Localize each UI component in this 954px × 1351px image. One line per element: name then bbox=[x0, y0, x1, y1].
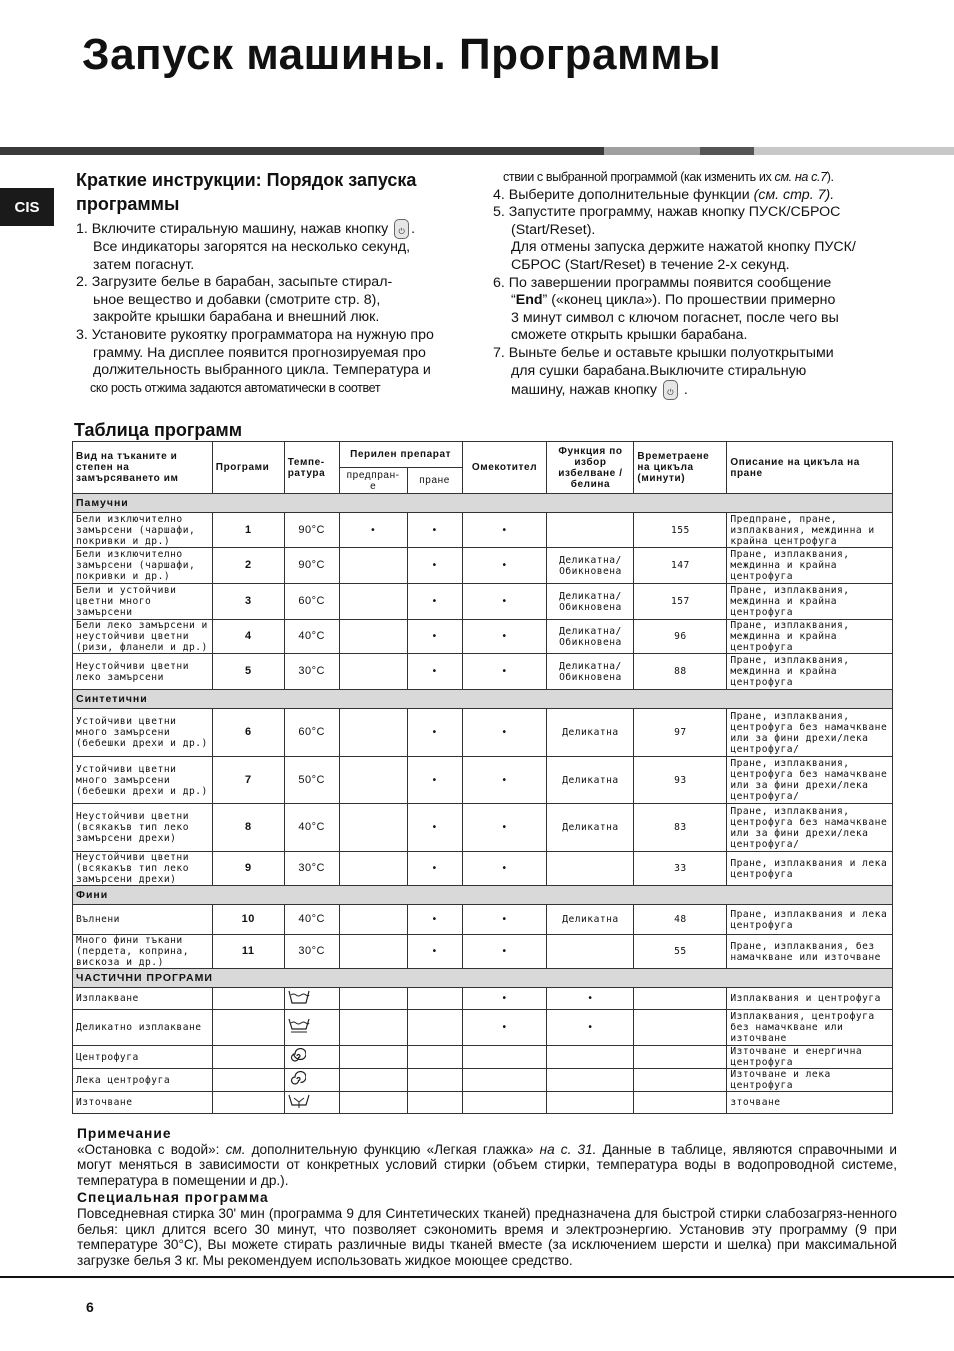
temp-cell: 90°C bbox=[284, 513, 339, 548]
note-part: см. bbox=[225, 1141, 246, 1157]
fabric-cell: Много фини тъкани (пердета, коприна, вискоза и др.) bbox=[73, 935, 213, 969]
symbol-cell bbox=[284, 988, 339, 1010]
fabric-cell: Изплакване bbox=[73, 988, 213, 1010]
softener-cell bbox=[462, 1046, 547, 1069]
table-row bbox=[73, 852, 893, 886]
softener-cell: • bbox=[462, 584, 547, 620]
function-cell bbox=[547, 852, 634, 886]
duration-cell bbox=[634, 1092, 727, 1114]
table-row bbox=[73, 905, 893, 935]
softener-cell: • bbox=[462, 757, 547, 804]
program-cell: 6 bbox=[212, 709, 284, 757]
duration-cell: 97 bbox=[634, 709, 727, 757]
delicate-rinse-icon bbox=[288, 1018, 310, 1037]
wash-cell bbox=[407, 1069, 462, 1092]
step-ref: см. на с.7 bbox=[774, 170, 827, 184]
duration-cell: 147 bbox=[634, 548, 727, 584]
section-label: Фини bbox=[73, 886, 893, 905]
symbol-cell bbox=[284, 1010, 339, 1046]
program-cell: 7 bbox=[212, 757, 284, 804]
function-cell: Деликатна bbox=[547, 709, 634, 757]
page-title: Запуск машины. Программы bbox=[82, 30, 722, 79]
section-row bbox=[73, 494, 893, 513]
temp-cell: 30°C bbox=[284, 935, 339, 969]
program-cell bbox=[212, 1092, 284, 1114]
description-cell: Изплаквания и центрофуга bbox=[727, 988, 893, 1010]
softener-cell bbox=[462, 1069, 547, 1092]
duration-cell: 55 bbox=[634, 935, 727, 969]
table-row bbox=[73, 709, 893, 757]
temp-cell: 30°C bbox=[284, 654, 339, 690]
step-text: Все индикаторы загорятся на несколько секунд, bbox=[93, 239, 411, 255]
header-bar-dark2 bbox=[700, 147, 754, 155]
header-temp: Темпе- ратура bbox=[284, 442, 339, 494]
softener-cell: • bbox=[462, 654, 547, 690]
function-cell: • bbox=[547, 1010, 634, 1046]
description-cell: Пране, изплаквания, междинна и крайна центрофуга bbox=[727, 654, 893, 690]
step-text: ствии с выбранной программой (как изменить их bbox=[503, 170, 772, 184]
softener-cell: • bbox=[462, 513, 547, 548]
header-fabric: Вид на тъканите и степен на замърсяването им bbox=[73, 442, 213, 494]
step-text: 2. Загрузите белье в барабан, засыпьте стирал- bbox=[76, 274, 393, 291]
table-row bbox=[73, 620, 893, 654]
softener-cell: • bbox=[462, 935, 547, 969]
duration-cell: 93 bbox=[634, 757, 727, 804]
header-function: Функция по избор избелване /белина bbox=[547, 442, 634, 494]
table-row bbox=[73, 1069, 893, 1092]
program-table bbox=[72, 441, 893, 1114]
function-cell: • bbox=[547, 988, 634, 1010]
header-duration: Времетраене на цикъла (минути) bbox=[634, 442, 727, 494]
prewash-cell bbox=[339, 1046, 407, 1069]
function-cell bbox=[547, 1046, 634, 1069]
wash-cell bbox=[407, 1092, 462, 1114]
temp-cell: 50°C bbox=[284, 757, 339, 804]
end-label: End bbox=[515, 292, 543, 309]
note-heading: Примечание bbox=[77, 1126, 172, 1141]
wash-cell: • bbox=[407, 513, 462, 548]
program-cell: 2 bbox=[212, 548, 284, 584]
symbol-cell bbox=[284, 1046, 339, 1069]
spin-icon bbox=[288, 1048, 306, 1067]
description-cell: зточване bbox=[727, 1092, 893, 1114]
step-text: ” («конец цикла»). По прошествии примерно bbox=[542, 292, 836, 309]
section-row bbox=[73, 886, 893, 905]
function-cell: Деликатна bbox=[547, 905, 634, 935]
prewash-cell bbox=[339, 620, 407, 654]
prewash-cell bbox=[339, 548, 407, 584]
step-text: Для отмены запуска держите нажатой кнопку ПУСК/ bbox=[511, 239, 856, 256]
header-bar-mid bbox=[604, 147, 700, 155]
instructions-right-column: ствии с выбранной программой (как изменить их см. на с.7). 4. Выберите дополнительные функции (см. стр. 7). 5. Запустите программу, нажав кнопку ПУСК/СБРОС (Start/Reset). Для отмены запуска держите нажатой кнопку ПУСК/ СБРОС (Start/Reset) в течение 2-х секунд. 6. По завершении программы появится сообщение “End” («конец цикла»). По прошествии примерно 3 минут символ с ключом погаснет, после чего вы сможете открыть крышки барабана. 7. Выньте белье и оставьте крышки полуоткрытыми для сушки барабана.Выключите стиральную машину, нажав кнопку ⏻ . bbox=[493, 169, 893, 400]
description-cell: Пране, изплаквания и лека центрофуга bbox=[727, 905, 893, 935]
note-part: на с. 31. bbox=[539, 1141, 597, 1157]
fabric-cell: Неустойчиви цветни (всякакъв тип леко замърсени дрехи) bbox=[73, 852, 213, 886]
table-row bbox=[73, 1010, 893, 1046]
step-text: 7. Выньте белье и оставьте крышки полуоткрытыми bbox=[493, 344, 834, 361]
step-text: 6. По завершении программы появится сообщение bbox=[493, 274, 832, 291]
prewash-cell bbox=[339, 757, 407, 804]
prewash-cell bbox=[339, 654, 407, 690]
prewash-cell bbox=[339, 852, 407, 886]
program-cell: 11 bbox=[212, 935, 284, 969]
wash-cell: • bbox=[407, 709, 462, 757]
description-cell: Източване и енергична центрофуга bbox=[727, 1046, 893, 1069]
description-cell: Пране, изплаквания, междинна и крайна центрофуга bbox=[727, 620, 893, 654]
prewash-cell bbox=[339, 804, 407, 852]
program-cell: 1 bbox=[212, 513, 284, 548]
program-cell bbox=[212, 988, 284, 1010]
step-text: сможете открыть крышки барабана. bbox=[511, 327, 748, 344]
table-row bbox=[73, 757, 893, 804]
prewash-cell bbox=[339, 935, 407, 969]
instructions-left-column: 1. Включите стиральную машину, нажав кнопку ⏻ . Все индикаторы загорятся на несколько секунд, затем погаснут. 2. Загрузите белье в барабан, засыпьте стирал- ьное вещество и добавки (смотрите стр. 8), закройте крышки барабана и внешний люк. 3. Установите рукоятку программатора на нужную про грамму. На дисплее появится прогнозируемая про должительность выбранного цикла. Температура и ско рость отжима задаются автоматически в соответ bbox=[76, 219, 466, 397]
duration-cell: 88 bbox=[634, 654, 727, 690]
description-cell: Изплаквания, центрофуга без намачкване или източване bbox=[727, 1010, 893, 1046]
temp-cell: 40°C bbox=[284, 804, 339, 852]
function-cell: Деликатна/ Обикновена bbox=[547, 584, 634, 620]
header-program: Програми bbox=[212, 442, 284, 494]
description-cell: Предпране, пране, изплаквания, междинна и крайна центрофуга bbox=[727, 513, 893, 548]
function-cell: Деликатна/ Обикновена bbox=[547, 654, 634, 690]
footer-rule bbox=[0, 1276, 954, 1278]
light-spin-icon bbox=[288, 1071, 306, 1090]
fabric-cell: Вълнени bbox=[73, 905, 213, 935]
instructions-heading bbox=[76, 168, 416, 216]
step-text: должительность выбранного цикла. Температура и bbox=[93, 362, 431, 379]
softener-cell: • bbox=[462, 620, 547, 654]
drain-icon bbox=[288, 1094, 310, 1111]
fabric-cell: Неустойчиви цветни леко замърсени bbox=[73, 654, 213, 690]
step-text: СБРОС (Start/Reset) в течение 2-х секунд. bbox=[511, 256, 790, 273]
fabric-cell: Бели леко замърсени и неустойчиви цветни (ризи, фланели и др.) bbox=[73, 620, 213, 654]
table-row bbox=[73, 1092, 893, 1114]
step-text: (Start/Reset). bbox=[511, 221, 596, 238]
prewash-cell bbox=[339, 988, 407, 1010]
wash-cell: • bbox=[407, 584, 462, 620]
table-row bbox=[73, 1046, 893, 1069]
softener-cell: • bbox=[462, 804, 547, 852]
step-text: 1. Включите стиральную машину, нажав кнопку bbox=[76, 220, 389, 237]
fabric-cell: Устойчиви цветни много замърсени (бебешки дрехи и др.) bbox=[73, 709, 213, 757]
step-text: 3 минут символ с ключом погаснет, после чего вы bbox=[511, 309, 839, 326]
notes-block bbox=[77, 1126, 897, 1268]
fabric-cell: Бели изключително замърсени (чаршафи, покривки и др.) bbox=[73, 513, 213, 548]
function-cell bbox=[547, 935, 634, 969]
note-part: Данные в таблице, являются справочными и могут меняться в зависимости от конкретных условий стирки (объем стирки, температура воды в водопроводной системе, температура в помещении и др.). bbox=[77, 1141, 897, 1188]
language-tab: CIS bbox=[0, 188, 54, 226]
function-cell bbox=[547, 513, 634, 548]
wash-cell: • bbox=[407, 852, 462, 886]
description-cell: Пране, изплаквания, междинна и крайна центрофуга bbox=[727, 584, 893, 620]
description-cell: Пране, изплаквания, центрофуга без намачкване или за фини дрехи/лека центрофуга/ bbox=[727, 804, 893, 852]
table-row bbox=[73, 804, 893, 852]
wash-cell: • bbox=[407, 757, 462, 804]
program-cell bbox=[212, 1069, 284, 1092]
fabric-cell: Центрофуга bbox=[73, 1046, 213, 1069]
fabric-cell: Устойчиви цветни много замърсени (бебешки дрехи и др.) bbox=[73, 757, 213, 804]
duration-cell: 155 bbox=[634, 513, 727, 548]
note-text bbox=[77, 1142, 897, 1189]
prewash-cell bbox=[339, 1092, 407, 1114]
temp-cell: 30°C bbox=[284, 852, 339, 886]
section-row bbox=[73, 690, 893, 709]
fabric-cell: Неустойчиви цветни (всякакъв тип леко замърсени дрехи) bbox=[73, 804, 213, 852]
fabric-cell: Лека центрофуга bbox=[73, 1069, 213, 1092]
step-text: затем погаснут. bbox=[93, 256, 195, 273]
temp-cell: 90°C bbox=[284, 548, 339, 584]
fabric-cell: Бели изключително замърсени (чаршафи, покривки и др.) bbox=[73, 548, 213, 584]
power-button-icon bbox=[663, 380, 678, 400]
program-cell: 3 bbox=[212, 584, 284, 620]
step-text: 3. Установите рукоятку программатора на нужную про bbox=[76, 326, 434, 343]
description-cell: Пране, изплаквания, междинна и крайна центрофуга bbox=[727, 548, 893, 584]
function-cell: Деликатна/ Обикновена bbox=[547, 620, 634, 654]
wash-cell bbox=[407, 988, 462, 1010]
softener-cell: • bbox=[462, 1010, 547, 1046]
temp-cell: 40°C bbox=[284, 620, 339, 654]
prewash-cell bbox=[339, 1010, 407, 1046]
step-text: 5. Запустите программу, нажав кнопку ПУСК/СБРОС bbox=[493, 204, 841, 221]
step-text: машину, нажав кнопку bbox=[511, 381, 658, 398]
header-description: Описание на цикъла на пране bbox=[727, 442, 893, 494]
duration-cell: 33 bbox=[634, 852, 727, 886]
table-row bbox=[73, 548, 893, 584]
note-part: «Остановка с водой»: bbox=[77, 1141, 226, 1157]
description-cell: Пране, изплаквания, без намачкване или източване bbox=[727, 935, 893, 969]
fabric-cell: Източване bbox=[73, 1092, 213, 1114]
table-row bbox=[73, 935, 893, 969]
header-bar bbox=[0, 147, 954, 155]
section-row bbox=[73, 969, 893, 988]
wash-cell: • bbox=[407, 620, 462, 654]
description-cell: Източване и лека центрофуга bbox=[727, 1069, 893, 1092]
power-button-icon bbox=[394, 219, 409, 239]
program-cell bbox=[212, 1010, 284, 1046]
duration-cell bbox=[634, 1046, 727, 1069]
section-label: ЧАСТИЧНИ ПРОГРАМИ bbox=[73, 969, 893, 988]
function-cell bbox=[547, 1092, 634, 1114]
symbol-cell bbox=[284, 1092, 339, 1114]
duration-cell bbox=[634, 1069, 727, 1092]
step-text: для сушки барабана.Выключите стиральную bbox=[511, 362, 807, 379]
prewash-cell bbox=[339, 709, 407, 757]
duration-cell: 48 bbox=[634, 905, 727, 935]
softener-cell: • bbox=[462, 709, 547, 757]
program-cell bbox=[212, 1046, 284, 1069]
wash-cell: • bbox=[407, 548, 462, 584]
table-row bbox=[73, 654, 893, 690]
page-number: 6 bbox=[86, 1299, 94, 1315]
fabric-cell: Деликатно изплакване bbox=[73, 1010, 213, 1046]
prewash-cell bbox=[339, 1069, 407, 1092]
function-cell bbox=[547, 1069, 634, 1092]
function-cell: Деликатна bbox=[547, 757, 634, 804]
softener-cell: • bbox=[462, 852, 547, 886]
header-detergent: Перилен препарат bbox=[339, 442, 462, 468]
duration-cell: 157 bbox=[634, 584, 727, 620]
temp-cell: 40°C bbox=[284, 905, 339, 935]
program-cell: 4 bbox=[212, 620, 284, 654]
step-text: закройте крышки барабана и внешний люк. bbox=[93, 309, 380, 326]
prewash-cell bbox=[339, 905, 407, 935]
step-text: ьное вещество и добавки (смотрите стр. 8), bbox=[93, 291, 381, 308]
program-cell: 5 bbox=[212, 654, 284, 690]
instructions-heading-line: Краткие инструкции: Порядок запуска bbox=[76, 170, 417, 190]
table-row bbox=[73, 513, 893, 548]
header-softener: Омекотител bbox=[462, 442, 547, 494]
section-label: Синтетични bbox=[73, 690, 893, 709]
wash-cell bbox=[407, 1010, 462, 1046]
step-text: грамму. На дисплее появится прогнозируемая про bbox=[93, 344, 426, 361]
function-cell: Деликатна/ Обикновена bbox=[547, 548, 634, 584]
description-cell: Пране, изплаквания, центрофуга без намачкване или за фини дрехи/лека центрофуга/ bbox=[727, 709, 893, 757]
temp-cell: 60°C bbox=[284, 584, 339, 620]
special-heading: Специальная программа bbox=[77, 1190, 269, 1206]
fabric-cell: Бели и устойчиви цветни много замърсени bbox=[73, 584, 213, 620]
duration-cell bbox=[634, 1010, 727, 1046]
step-text: “ bbox=[511, 292, 516, 309]
program-cell: 9 bbox=[212, 852, 284, 886]
duration-cell bbox=[634, 988, 727, 1010]
wash-cell: • bbox=[407, 654, 462, 690]
table-row bbox=[73, 584, 893, 620]
header-prewash: предпран- е bbox=[339, 468, 407, 494]
header-bar-dark bbox=[0, 147, 604, 155]
softener-cell: • bbox=[462, 548, 547, 584]
description-cell: Пране, изплаквания и лека центрофуга bbox=[727, 852, 893, 886]
softener-cell bbox=[462, 1092, 547, 1114]
program-cell: 10 bbox=[212, 905, 284, 935]
wash-cell bbox=[407, 1046, 462, 1069]
wash-cell: • bbox=[407, 905, 462, 935]
duration-cell: 96 bbox=[634, 620, 727, 654]
temp-cell: 60°C bbox=[284, 709, 339, 757]
step-text: ско рость отжима задаются автоматически в соответ bbox=[90, 380, 381, 395]
duration-cell: 83 bbox=[634, 804, 727, 852]
table-row bbox=[73, 988, 893, 1010]
description-cell: Пране, изплаквания, центрофуга без намачкване или за фини дрехи/лека центрофуга/ bbox=[727, 757, 893, 804]
instructions-heading-line: программы bbox=[76, 194, 180, 214]
function-cell: Деликатна bbox=[547, 804, 634, 852]
prewash-cell bbox=[339, 584, 407, 620]
prewash-cell: • bbox=[339, 513, 407, 548]
header-wash: пране bbox=[407, 468, 462, 494]
softener-cell: • bbox=[462, 905, 547, 935]
table-heading: Таблица программ bbox=[74, 420, 243, 440]
note-part: дополнительную функцию «Легкая глажка» bbox=[245, 1141, 540, 1157]
section-label: Памучни bbox=[73, 494, 893, 513]
symbol-cell bbox=[284, 1069, 339, 1092]
step-ref: (см. стр. 7). bbox=[753, 186, 835, 203]
wash-cell: • bbox=[407, 935, 462, 969]
step-text: 4. Выберите дополнительные функции bbox=[493, 186, 750, 203]
rinse-icon bbox=[288, 990, 310, 1007]
program-cell: 8 bbox=[212, 804, 284, 852]
wash-cell: • bbox=[407, 804, 462, 852]
special-text: Повседневная стирка 30' мин (программа 9 для Синтетических тканей) предназначена для быстрой стирки слабозагряз-ненного белья: цикл длится всего 30 минут, что позволяет сэкономить время и электроэнергию. Установив эту программу (9 при температуре 30°C), Вы можете стирать различные виды тканей вместе (за исключением шерсти и шелка) при максимальной загрузке белья 3 кг. Мы рекомендуем использовать жидкое моющее средство. bbox=[77, 1205, 897, 1268]
softener-cell: • bbox=[462, 988, 547, 1010]
